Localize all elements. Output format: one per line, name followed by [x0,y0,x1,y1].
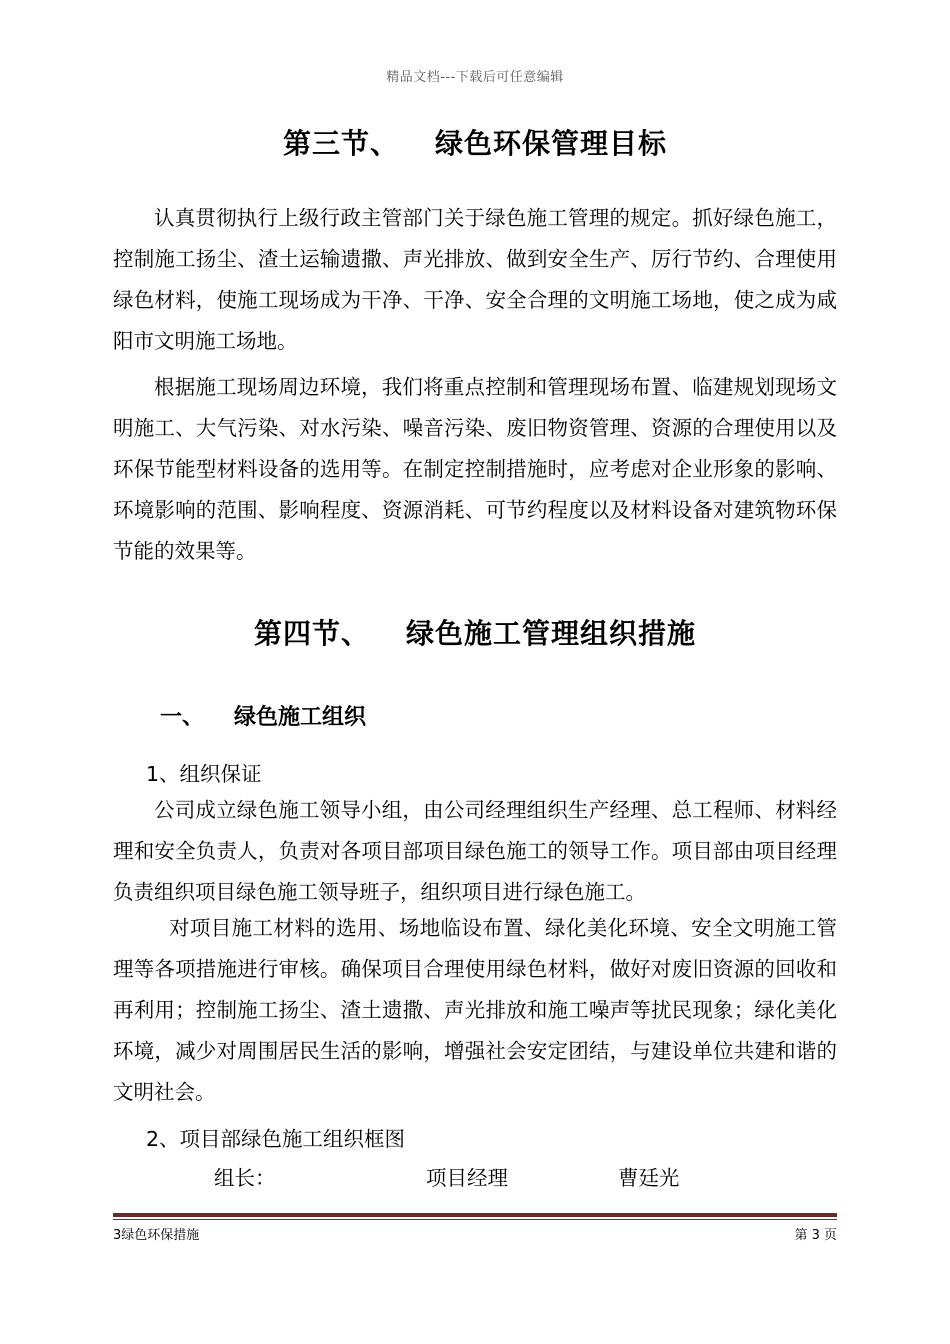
section-4-number: 第四节、 [253,617,370,650]
section-3-heading: 绿色环保管理目标 [435,127,668,160]
section-4-paragraph-1: 公司成立绿色施工领导小组，由公司经理组织生产经理、总工程师、材料经理和安全负责人，负责对各项目部项目绿色施工的领导工作。项目部由项目经理负责组织项目绿色施工领导班子，组织项目进行绿色施工。 [113,798,837,904]
section-4-title [0,612,950,652]
footer-page-number: 第 3 页 [794,1228,837,1243]
footer-divider-thick [113,1213,837,1217]
item-2-label: 2、项目部绿色施工组织框图 [146,1127,406,1151]
section-3-number: 第三节、 [282,127,399,160]
section-4-paragraph-2: 对项目施工材料的选用、场地临设布置、绿化美化环境、安全文明施工管理等各项措施进行审核。确保项目合理使用绿色材料，做好对废旧资源的回收和再利用；控制施工扬尘、渣土遗撒、声光排放和施工噪声等扰民现象；绿化美化环境，减少对周围居民生活的影响，增强社会安定团结，与建设单位共建和谐的文明社会。 [113,916,837,1104]
footer-doc-title: 3绿色环保措施 [113,1228,200,1243]
subsection-heading [160,700,366,731]
subsection-number: 一、 [160,705,205,730]
header-watermark: 精品文档---下载后可任意编辑 [386,70,564,85]
footer-divider-thin [113,1219,837,1220]
subsection-title: 绿色施工组织 [234,705,367,730]
section-4-heading: 绿色施工管理组织措施 [406,617,697,650]
org-role: 组长： [214,1166,276,1190]
section-3-paragraph-2: 根据施工现场周边环境，我们将重点控制和管理现场布置、临建规划现场文明施工、大气污染、对水污染、噪音污染、废旧物资管理、资源的合理使用以及环保节能型材料设备的选用等。在制定控制措施时，应考虑对企业形象的影响、环境影响的范围、影响程度、资源消耗、可节约程度以及材料设备对建筑物环保节能的效果等。 [113,375,837,563]
section-3-paragraph-1: 认真贯彻执行上级行政主管部门关于绿色施工管理的规定。抓好绿色施工，控制施工扬尘、渣土运输遗撒、声光排放、做到安全生产、厉行节约、合理使用绿色材料，使施工现场成为干净、干净、安全合理的文明施工场地，使之成为咸阳市文明施工场地。 [113,206,837,353]
section-3-title [0,122,950,162]
item-1-label: 1、组织保证 [146,762,262,786]
org-position: 项目经理 [426,1166,508,1190]
org-person-name: 曹廷光 [618,1166,680,1190]
